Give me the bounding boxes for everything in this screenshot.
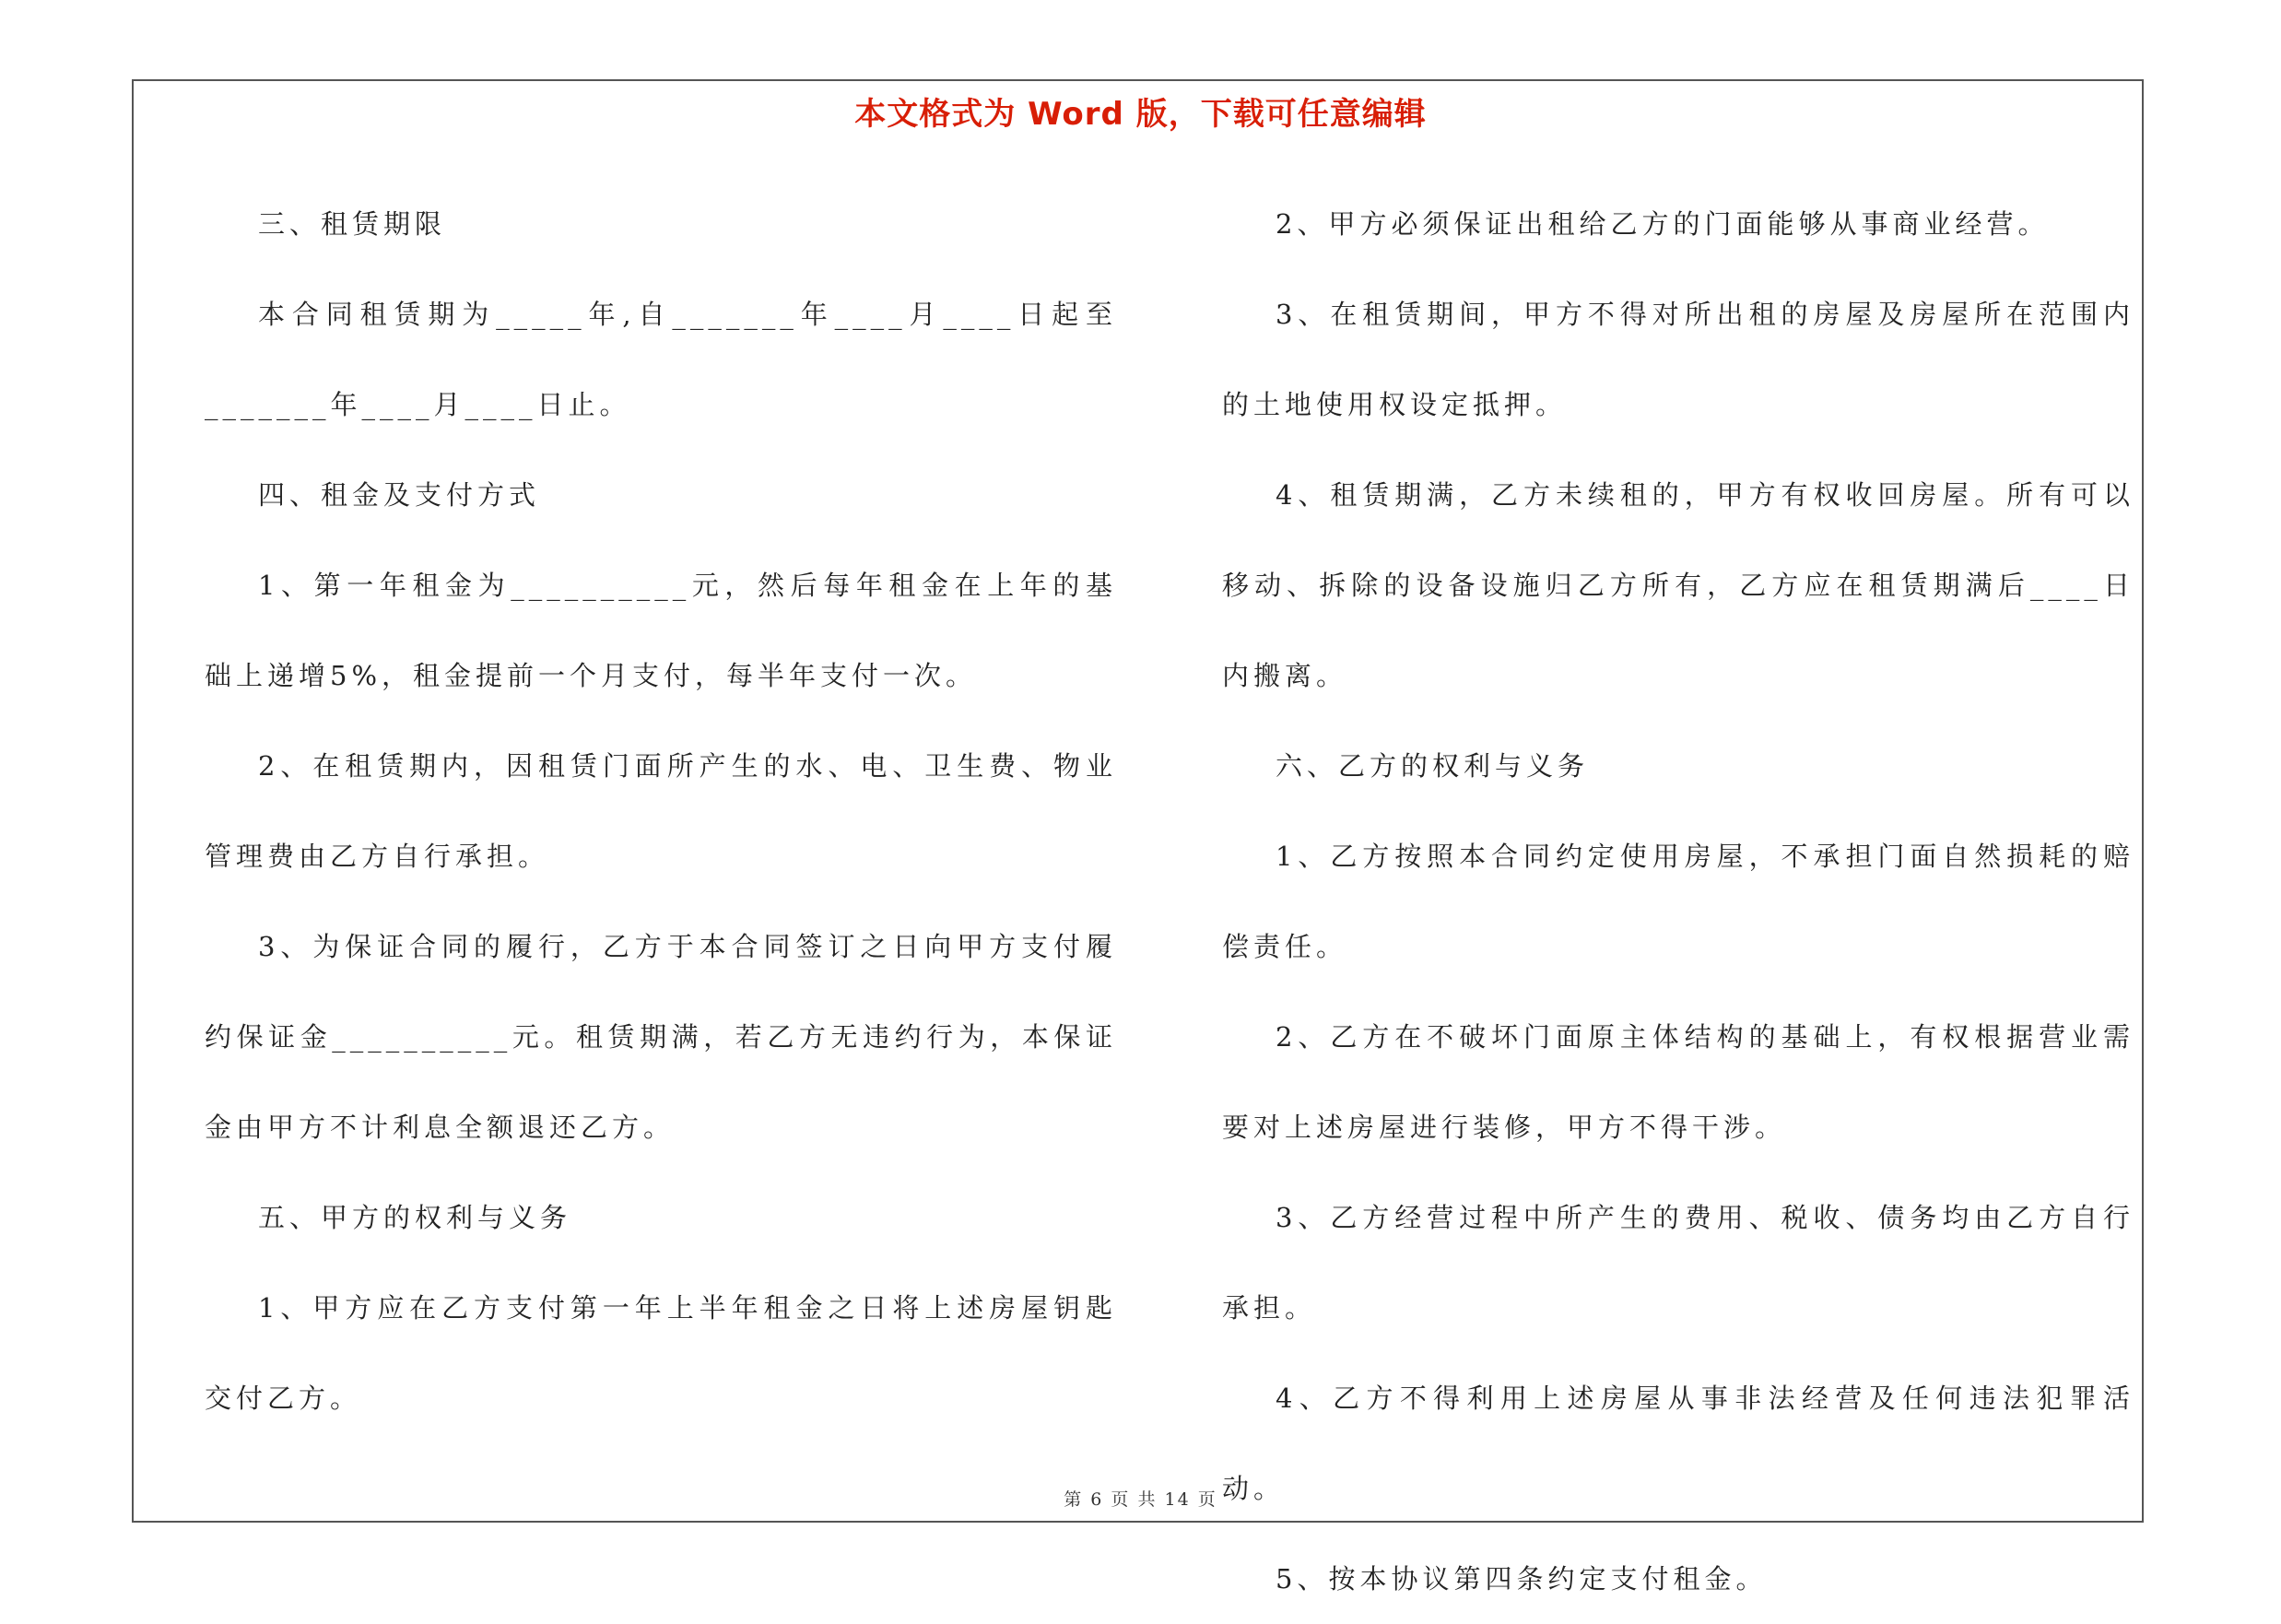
paragraph-lease-period: 本合同租赁期为_____年,自_______年____月____日起至_______年____月____日止。 [205,299,1117,420]
paragraph-usage-liability: 1、乙方按照本合同约定使用房屋，不承担门面自然损耗的赔偿责任。 [1222,841,2134,962]
section-heading-lease-term: 三、租赁期限 [258,208,447,240]
paragraph-renovation: 2、乙方在不破坏门面原主体结构的基础上，有权根据营业需要对上述房屋进行装修，甲方不得干涉。 [1222,1021,2134,1143]
section-heading-party-a-rights: 五、甲方的权利与义务 [258,1202,572,1233]
paragraph-lease-expiry: 4、租赁期满，乙方未续租的，甲方有权收回房屋。所有可以移动、拆除的设备设施归乙方所有，乙方应在租赁期满后____日内搬离。 [1222,479,2134,691]
paragraph-rent-amount: 1、第一年租金为__________元，然后每年租金在上年的基础上递增5%，租金提前一个月支付，每半年支付一次。 [205,570,1117,691]
paragraph-no-mortgage: 3、在租赁期间，甲方不得对所出租的房屋及房屋所在范围内的土地使用权设定抵押。 [1222,299,2134,420]
paragraph-commercial-use: 2、甲方必须保证出租给乙方的门面能够从事商业经营。 [1276,208,2050,240]
word-format-banner: 本文格式为 Word 版，下载可任意编辑 [854,96,1427,133]
paragraph-key-handover: 1、甲方应在乙方支付第一年上半年租金之日将上述房屋钥匙交付乙方。 [205,1292,1117,1414]
paragraph-pay-rent: 5、按本协议第四条约定支付租金。 [1276,1563,1768,1595]
paragraph-utilities: 2、在租赁期内，因租赁门面所产生的水、电、卫生费、物业管理费由乙方自行承担。 [205,750,1117,872]
paragraph-no-illegal-use: 4、乙方不得利用上述房屋从事非法经营及任何违法犯罪活动。 [1222,1383,2134,1504]
left-column [205,179,1117,1443]
paragraph-costs-taxes: 3、乙方经营过程中所产生的费用、税收、债务均由乙方自行承担。 [1222,1202,2134,1324]
section-heading-party-b-rights: 六、乙方的权利与义务 [1276,750,1590,782]
paragraph-deposit: 3、为保证合同的履行，乙方于本合同签订之日向甲方支付履约保证金__________元。租赁期满，若乙方无违约行为，本保证金由甲方不计利息全额退还乙方。 [205,931,1117,1143]
section-heading-rent-payment: 四、租金及支付方式 [258,479,541,511]
page-number: 第 6 页 共 14 页 [1064,1489,1217,1510]
right-column [1222,179,2134,1624]
